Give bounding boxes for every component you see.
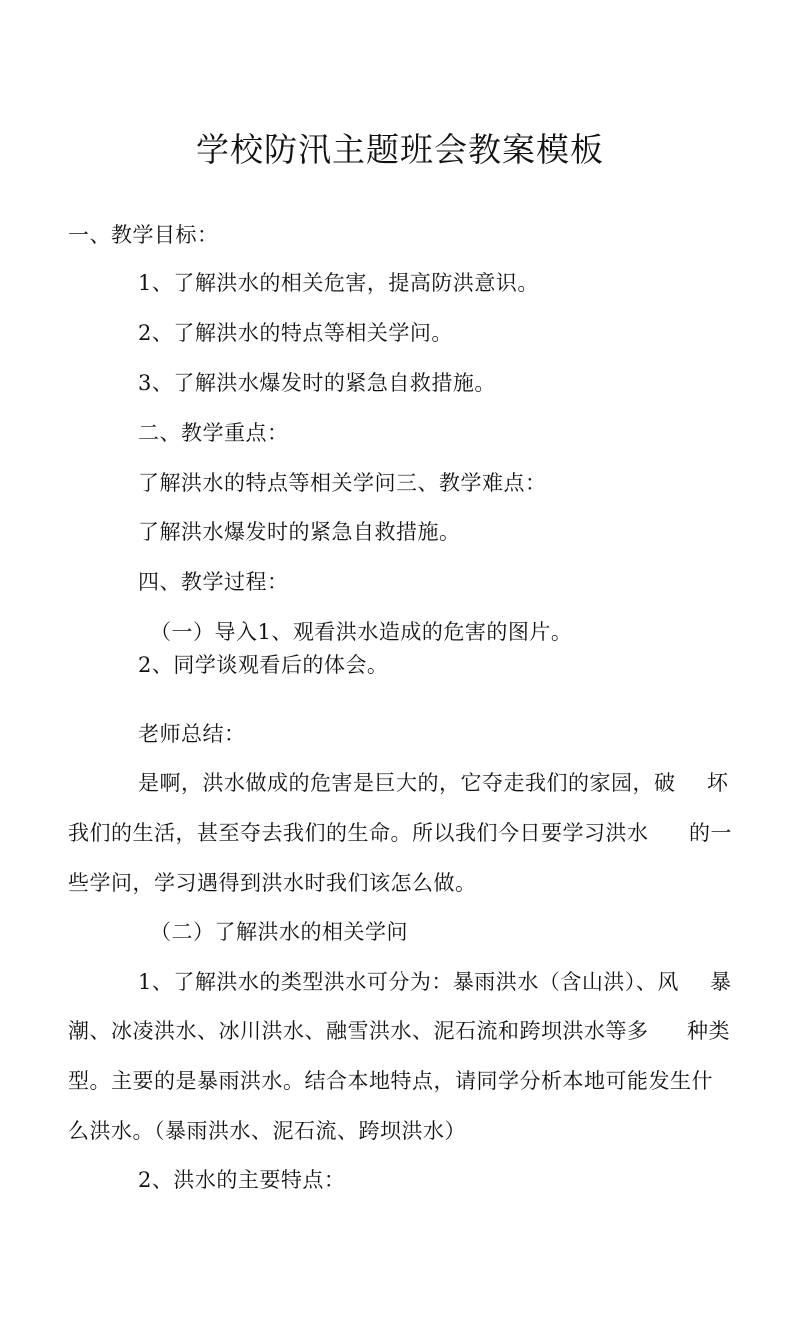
paragraph-line: 是啊，洪水做成的危害是巨大的，它夺走我们的家园，破 [138,771,676,795]
paragraph-fragment: 的一 [689,821,732,845]
paragraph-line: 些学问，学习遇得到洪水时我们该怎么做。 [68,871,477,895]
paragraph-line: 型。主要的是暴雨洪水。结合本地特点，请同学分析本地可能发生什 [68,1069,713,1093]
list-item: 1、了解洪水的相关危害，提高防洪意识。 [138,271,539,295]
list-item: 3、了解洪水爆发时的紧急自救措施。 [138,371,496,395]
paragraph-fragment: 坏 [707,771,729,795]
list-item: 2、了解洪水的特点等相关学问。 [138,321,453,345]
paragraph-line: 我们的生活，甚至夺去我们的生命。所以我们今日要学习洪水 [68,821,649,845]
document-title: 学校防汛主题班会教案模板 [196,130,604,169]
paragraph-line: （一）导入1、观看洪水造成的危害的图片。 [150,620,573,644]
section-heading: 二、教学重点： [138,421,289,445]
paragraph-fragment: 暴 [710,970,732,994]
paragraph-line: 1、了解洪水的类型洪水可分为：暴雨洪水（含山洪）、风 [138,970,679,994]
paragraph-fragment: 种类 [687,1019,730,1043]
section-heading: 一、教学目标： [68,223,219,247]
paragraph-line: 了解洪水的特点等相关学问三、教学难点： [138,471,547,495]
section-heading: 老师总结： [138,722,246,746]
section-heading: 四、教学过程： [138,570,289,594]
paragraph-line: 潮、冰凌洪水、冰川洪水、融雪洪水、泥石流和跨坝洪水等多 [68,1019,649,1043]
section-heading: （二）了解洪水的相关学问 [150,920,408,944]
paragraph-line: 么洪水。（暴雨洪水、泥石流、跨坝洪水） [68,1119,466,1143]
paragraph-line: 2、同学谈观看后的体会。 [138,653,389,677]
section-heading: 2、洪水的主要特点： [138,1168,346,1192]
paragraph-line: 了解洪水爆发时的紧急自救措施。 [138,520,461,544]
